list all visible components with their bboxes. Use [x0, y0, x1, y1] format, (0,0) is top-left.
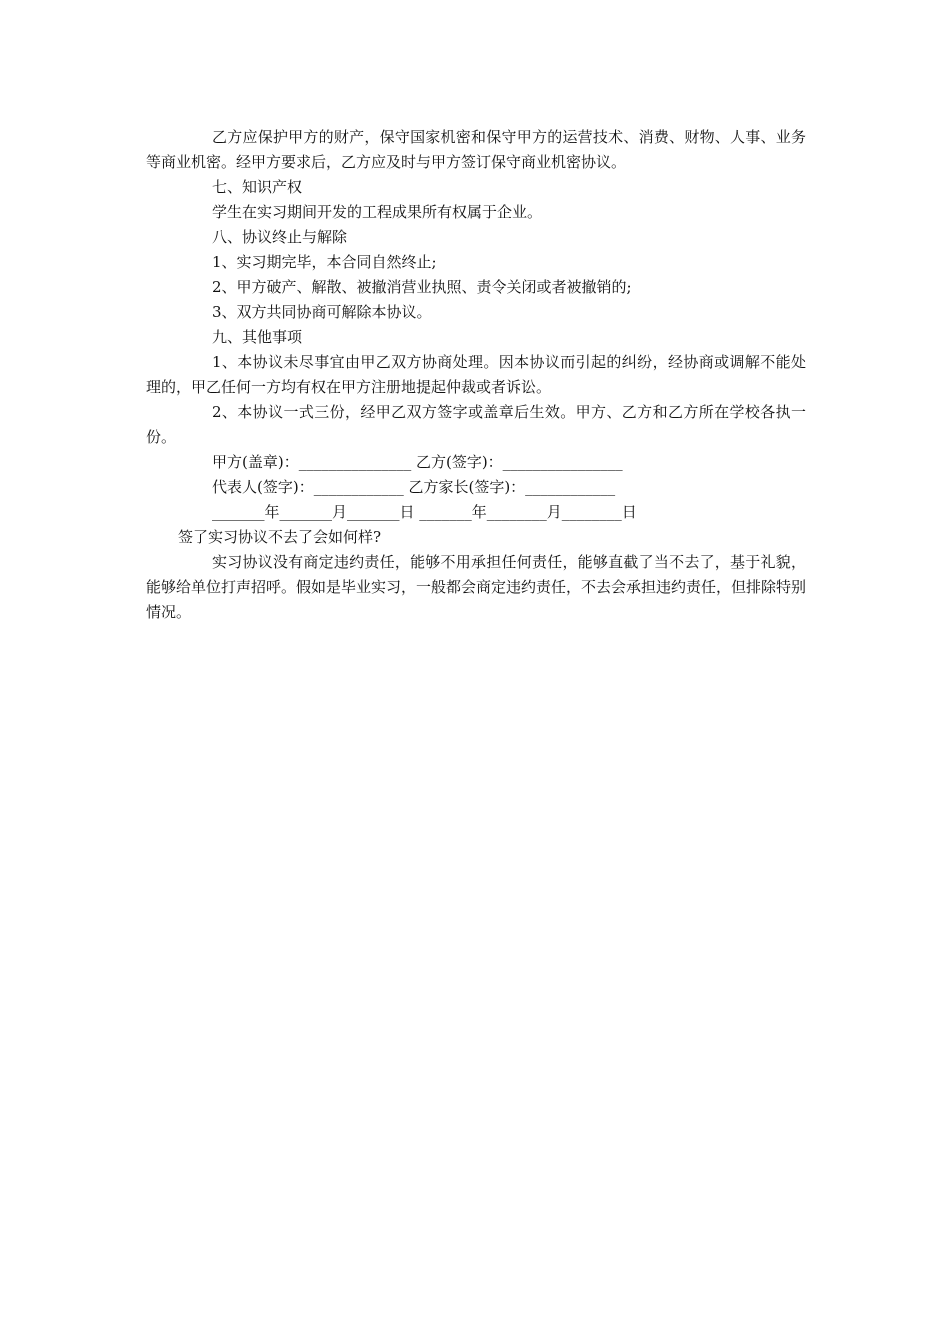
signature-line-parties: 甲方(盖章)：_______________ 乙方(签字)：________________: [212, 453, 623, 471]
other-item-1: 1、本协议未尽事宜由甲乙双方协商处理。因本协议而引起的纠纷，经协商或调解不能处理的，甲乙任何一方均有权在甲方注册地提起仲裁或者诉讼。: [146, 353, 806, 396]
termination-item-2: 2、甲方破产、解散、被撤消营业执照、责令关闭或者被撤销的;: [212, 278, 632, 296]
signature-line-representatives: 代表人(签字)：____________ 乙方家长(签字)：____________: [212, 478, 616, 496]
section-heading-ip: 七、知识产权: [212, 178, 303, 196]
other-item-2: 2、本协议一式三份，经甲乙双方签字或盖章后生效。甲方、乙方和乙方所在学校各执一份。: [146, 403, 806, 446]
termination-item-1: 1、实习期完毕，本合同自然终止;: [212, 253, 437, 271]
question-heading: 签了实习协议不去了会如何样?: [178, 528, 382, 546]
paragraph-confidentiality: 乙方应保护甲方的财产，保守国家机密和保守甲方的运营技术、消费、财物、人事、业务等商业机密。经甲方要求后，乙方应及时与甲方签订保守商业机密协议。: [146, 128, 806, 171]
signature-line-dates: _______年_______月_______日 _______年________月________日: [212, 503, 637, 521]
paragraph-ip-ownership: 学生在实习期间开发的工程成果所有权属于企业。: [212, 203, 543, 221]
section-heading-other: 九、其他事项: [212, 328, 303, 346]
answer-paragraph: 实习协议没有商定违约责任，能够不用承担任何责任，能够直截了当不去了，基于礼貌，能够给单位打声招呼。假如是毕业实习，一般都会商定违约责任，不去会承担违约责任，但排除特别情况。: [146, 553, 807, 621]
section-heading-termination: 八、协议终止与解除: [212, 228, 348, 246]
termination-item-3: 3、双方共同协商可解除本协议。: [212, 303, 432, 321]
document-body: [146, 125, 806, 625]
